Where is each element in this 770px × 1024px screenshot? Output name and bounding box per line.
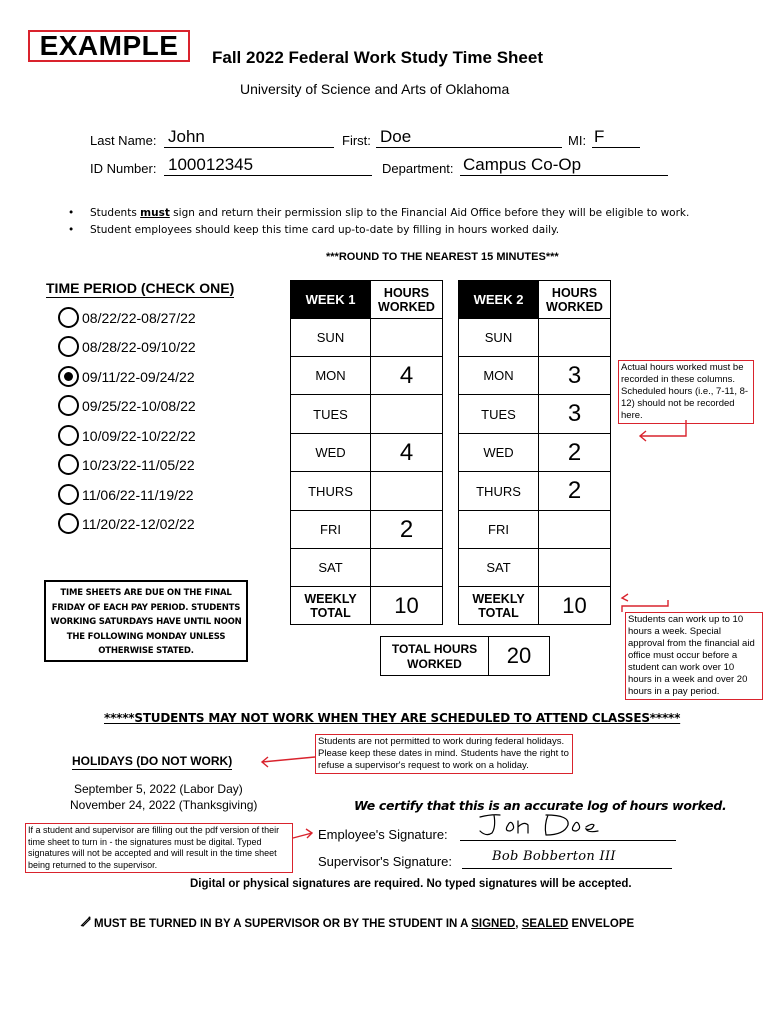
hours-cell[interactable]: 4 <box>371 434 443 472</box>
signed-emphasis: SIGNED <box>471 918 516 930</box>
hours-worked-header: HOURS WORKED <box>539 281 611 319</box>
mi-value: F <box>594 127 605 146</box>
day-label: SUN <box>291 319 371 357</box>
first-name-value: Doe <box>380 127 412 146</box>
day-label: THURS <box>291 472 371 511</box>
day-label: WED <box>291 434 371 472</box>
day-label: FRI <box>459 511 539 549</box>
supervisor-signature-field[interactable] <box>462 851 672 869</box>
must-emphasis: must <box>140 207 170 219</box>
last-name-label: Last Name: <box>90 133 157 148</box>
first-name-label: First: <box>342 133 371 148</box>
holiday-work-note: Students are not permitted to work during federal holidays. Please keep these dates in mind. Students have the right to refuse a supervisor's request to work on a holiday. <box>315 734 573 774</box>
holidays-title: HOLIDAYS (DO NOT WORK) <box>72 754 233 768</box>
department-label: Department: <box>382 161 454 176</box>
holiday-item: September 5, 2022 (Labor Day) <box>74 782 243 796</box>
total-hours-label: TOTAL HOURS WORKED <box>381 637 489 675</box>
hours-cell[interactable]: 3 <box>539 357 611 395</box>
hours-cell[interactable]: 4 <box>371 357 443 395</box>
time-period-title: TIME PERIOD (CHECK ONE) <box>46 280 235 296</box>
time-period-label: 09/11/22-09/24/22 <box>82 368 195 385</box>
hours-cell[interactable]: 2 <box>539 434 611 472</box>
day-label: FRI <box>291 511 371 549</box>
max-hours-note: Students can work up to 10 hours a week. Special approval from the financial aid office must occur before a student can work over 10 hours in a week and over 20 hours in a pay period. <box>625 612 763 700</box>
rounding-note: ***ROUND TO THE NEAREST 15 MINUTES*** <box>326 251 559 263</box>
weekly-total-label: WEEKLY TOTAL <box>459 587 539 625</box>
id-number-label: ID Number: <box>90 161 157 176</box>
day-label: SAT <box>291 549 371 587</box>
employee-signature-image <box>474 811 604 841</box>
time-period-label: 10/09/22-10/22/22 <box>82 427 196 444</box>
department-value: Campus Co-Op <box>463 155 582 174</box>
employee-signature-label: Employee's Signature: <box>318 827 448 842</box>
mi-label: MI: <box>568 133 587 148</box>
certification-statement: We certify that this is an accurate log of hours worked. <box>354 798 727 813</box>
envelope-note: MUST BE TURNED IN BY A SUPERVISOR OR BY THE STUDENT IN A SIGNED, SEALED ENVELOPE <box>80 915 634 930</box>
employee-signature-field[interactable] <box>460 823 676 841</box>
time-period-label: 11/20/22-12/02/22 <box>82 515 195 532</box>
day-label: MON <box>291 357 371 395</box>
id-number-value: 100012345 <box>168 155 254 174</box>
time-period-label: 10/23/22-11/05/22 <box>82 456 195 473</box>
instruction-item: • Students must sign and return their permission slip to the Financial Aid Office before they will be eligible to work. <box>62 205 689 222</box>
instruction-item: • Student employees should keep this time card up-to-date by filling in hours worked daily. <box>62 222 689 239</box>
supervisor-signature-label: Supervisor's Signature: <box>318 854 452 869</box>
week-header: WEEK 2 <box>459 281 539 319</box>
pdf-signature-note: If a student and supervisor are filling out the pdf version of their time sheet to turn in - the signatures must be digital. Typed signatures will not be accepted and will result in the time sheet being returned to the supervisor. <box>25 823 293 873</box>
time-period-label: 09/25/22-10/08/22 <box>82 397 196 414</box>
time-period-label: 08/28/22-09/10/22 <box>82 338 196 355</box>
page-title: Fall 2022 Federal Work Study Time Sheet <box>212 48 543 67</box>
example-stamp: EXAMPLE <box>28 30 190 62</box>
arrow-holidays <box>262 757 315 762</box>
last-name-value: John <box>168 127 205 146</box>
weekly-total-label: WEEKLY TOTAL <box>291 587 371 625</box>
weekly-total-value[interactable]: 10 <box>539 587 611 625</box>
day-label: SUN <box>459 319 539 357</box>
total-hours-value[interactable]: 20 <box>506 643 532 668</box>
week-header: WEEK 1 <box>291 281 371 319</box>
sealed-emphasis: SEALED <box>521 918 569 930</box>
day-label: TUES <box>291 395 371 434</box>
time-period-label: 08/22/22-08/27/22 <box>82 309 196 326</box>
arrow-actual-hours <box>640 420 686 436</box>
day-label: THURS <box>459 472 539 511</box>
writing-hand-icon <box>80 915 94 930</box>
page-subtitle: University of Science and Arts of Oklahoma <box>240 81 510 97</box>
holiday-item: November 24, 2022 (Thanksgiving) <box>70 798 258 812</box>
digital-signature-note: Digital or physical signatures are required. No typed signatures will be accepted. <box>190 878 632 890</box>
day-label: TUES <box>459 395 539 434</box>
time-period-label: 11/06/22-11/19/22 <box>82 486 194 503</box>
weekly-total-value[interactable]: 10 <box>371 587 443 625</box>
due-date-note: TIME SHEETS ARE DUE ON THE FINAL FRIDAY OF EACH PAY PERIOD. STUDENTS WORKING SATURDAYS HAVE UNTIL NOON THE FOLLOWING MONDAY UNLESS OTHERWISE STATED. <box>44 580 248 662</box>
no-work-note: *****STUDENTS MAY NOT WORK WHEN THEY ARE SCHEDULED TO ATTEND CLASSES***** <box>104 711 681 725</box>
arrow-max-hours <box>622 600 668 612</box>
hours-cell[interactable]: 2 <box>539 472 611 511</box>
day-label: WED <box>459 434 539 472</box>
hours-cell[interactable]: 2 <box>371 511 443 549</box>
hours-cell[interactable]: 3 <box>539 395 611 434</box>
hours-worked-header: HOURS WORKED <box>371 281 443 319</box>
day-label: SAT <box>459 549 539 587</box>
day-label: MON <box>459 357 539 395</box>
actual-hours-note: Actual hours worked must be recorded in these columns. Scheduled hours (i.e., 7-11, 8-12) should not be recorded here. <box>618 360 754 424</box>
supervisor-signature-value: Bob Bobberton III <box>492 849 616 864</box>
